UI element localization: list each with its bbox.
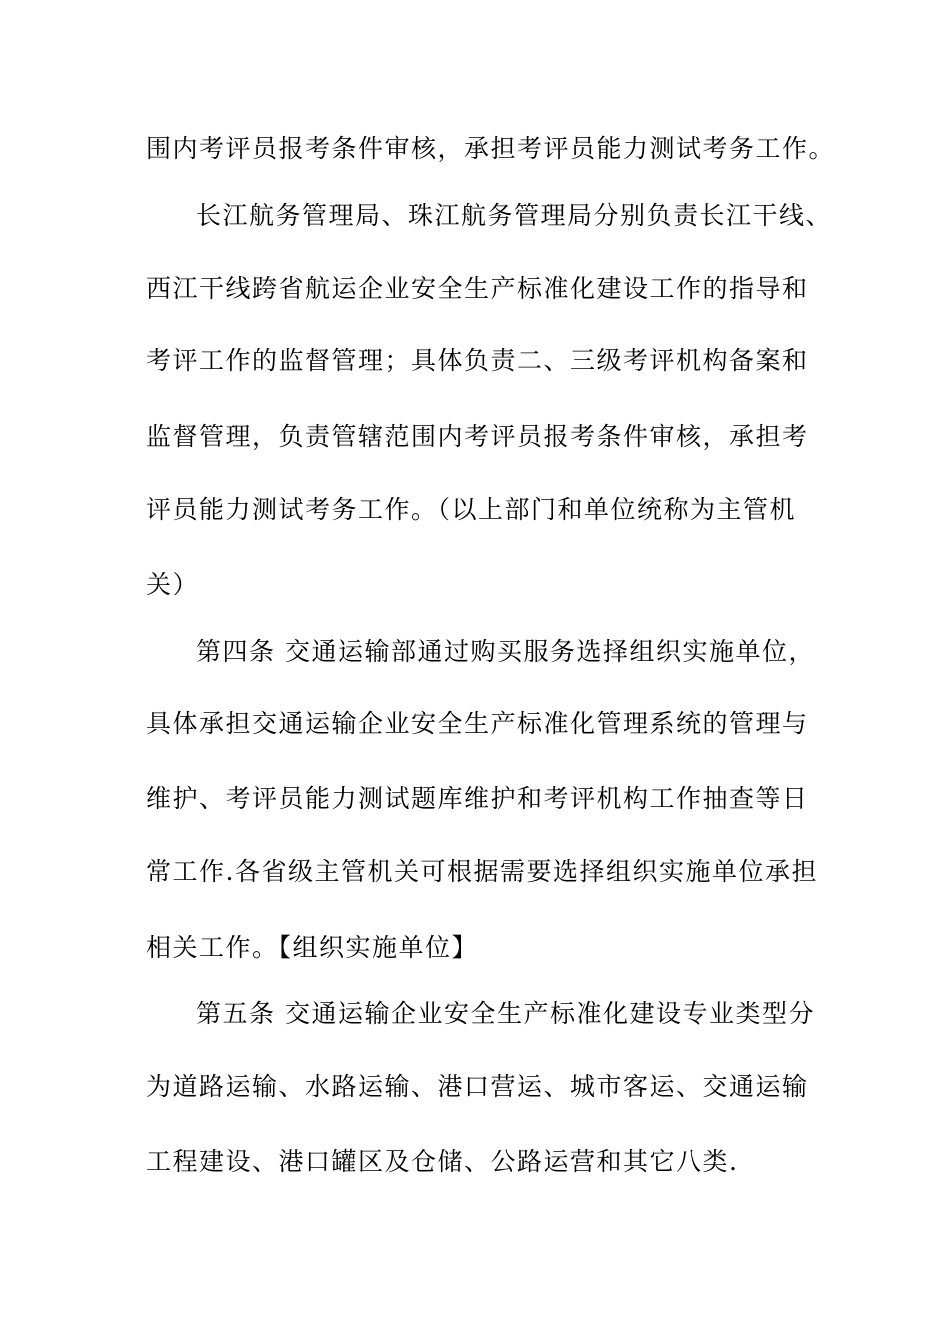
text-line: 围内考评员报考条件审核，承担考评员能力测试考务工作。: [146, 134, 836, 163]
text-line: 监督管理，负责管辖范围内考评员报考条件审核，承担考: [146, 422, 809, 451]
text-line: 维护、考评员能力测试题库维护和考评机构工作抽查等日: [146, 784, 809, 813]
text-line: 具体承担交通运输企业安全生产标准化管理系统的管理与: [146, 709, 809, 738]
text-line: 常工作.各省级主管机关可根据需要选择组织实施单位承担: [146, 857, 818, 886]
text-line: 相关工作。【组织实施单位】: [146, 933, 479, 962]
text-line: 第五条 交通运输企业安全生产标准化建设专业类型分: [196, 999, 815, 1028]
text-line: 为道路运输、水路运输、港口营运、城市客运、交通运输: [146, 1072, 809, 1101]
text-line: 长江航务管理局、珠江航务管理局分别负责长江干线、: [196, 201, 833, 230]
text-line: 评员能力测试考务工作。（以上部门和单位统称为主管机: [146, 495, 797, 524]
text-line: 工程建设、港口罐区及仓储、公路运营和其它八类.: [146, 1147, 739, 1176]
text-line: 第四条 交通运输部通过购买服务选择组织实施单位，: [196, 637, 815, 666]
text-line: 西江干线跨省航运企业安全生产标准化建设工作的指导和: [146, 274, 809, 303]
text-line: 关）: [146, 570, 200, 599]
text-line: 考评工作的监督管理；具体负责二、三级考评机构备案和: [146, 346, 809, 375]
